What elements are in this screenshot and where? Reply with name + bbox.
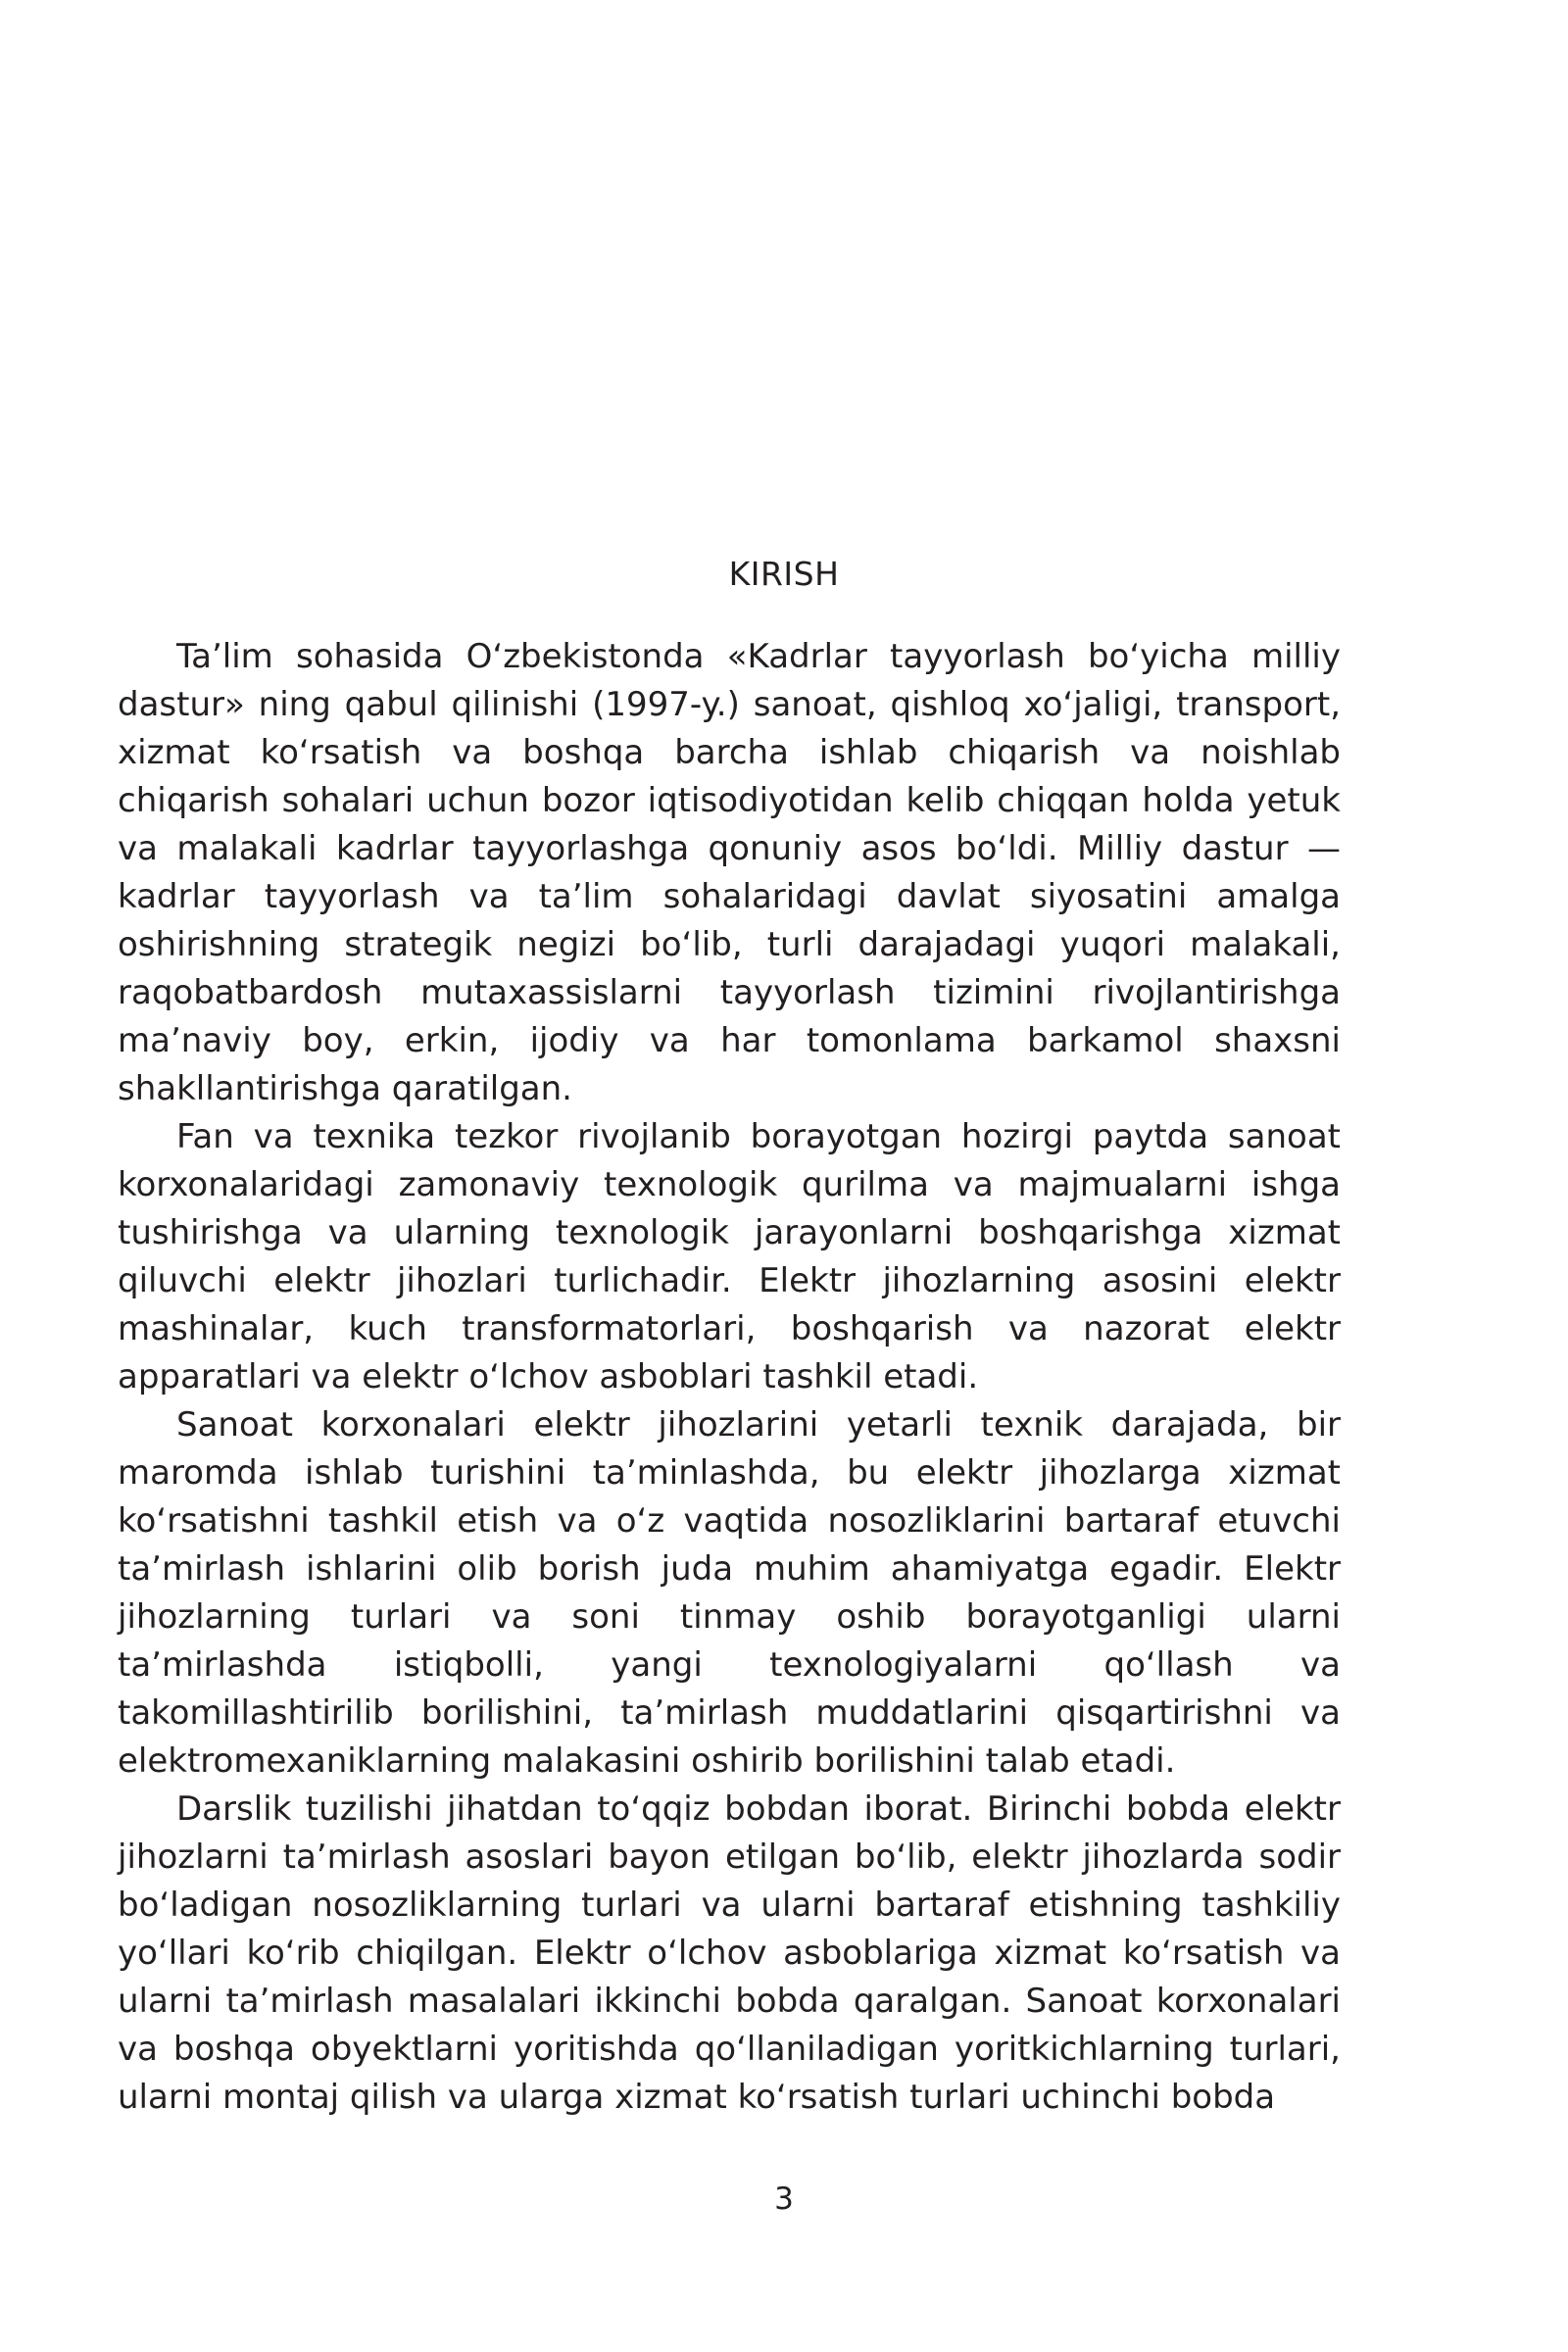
paragraph-2: Fan va texnika tezkor rivojlanib borayotgan hozirgi paytda sanoat korxonalaridagi zamonaviy texnologik qurilma va majmualarni ishga tushirishga va ularning texnologik jarayonlarni boshqarishga xizmat qiluvchi elektr jihozlari turlichadir. Elektr jihozlarning asosini elektr mashinalar, kuch transformatorlari, boshqarish va nazorat elektr apparatlari va elektr o‘lchov asboblari tashkil etadi. bbox=[118, 1117, 1341, 1396]
section-heading: KIRISH bbox=[728, 555, 840, 593]
paragraph-4: Darslik tuzilishi jihatdan to‘qqiz bobdan iborat. Birinchi bobda elektr jihozlarni ta’mirlash asoslari bayon etilgan bo‘lib, elektr jihozlarda sodir bo‘ladigan nosozliklarning turlari va ularni bartaraf etishning tashkiliy yo‘llari ko‘rib chiqilgan. Elektr o‘lchov asboblariga xizmat ko‘rsatish va ularni ta’mirlash masalalari ikkinchi bobda qaralgan. Sanoat korxonalari va boshqa obyektlarni yoritishda qo‘llaniladigan yoritkichlarning turlari, ularni montaj qilish va ularga xizmat ko‘rsatish turlari uchinchi bobda bbox=[118, 1789, 1341, 2117]
paragraph-1: Ta’lim sohasida O‘zbekistonda «Kadrlar tayyorlash bo‘yicha milliy dastur» ning qabul qilinishi (1997-y.) sanoat, qishloq xo‘jaligi, transport, xizmat ko‘rsatish va boshqa barcha ishlab chiqarish va noishlab chiqarish sohalari uchun bozor iqtisodiyotidan kelib chiqqan holda yetuk va malakali kadrlar tayyorlashga qonuniy asos bo‘ldi. Milliy dastur — kadrlar tayyorlash va ta’lim sohalaridagi davlat siyosatini amalga oshirishning strategik negizi bo‘lib, turli darajadagi yuqori malakali, raqobatbardosh mutaxassislarni tayyorlash tizimini rivojlantirishga ma’naviy boy, erkin, ijodiy va har tomonlama barkamol shaxsni shakllantirishga qaratilgan. bbox=[118, 637, 1341, 1108]
page-number: 3 bbox=[774, 2181, 794, 2217]
body-text bbox=[118, 633, 1341, 2122]
paragraph-3: Sanoat korxonalari elektr jihozlarini yetarli texnik darajada, bir maromda ishlab turishini ta’minlashda, bu elektr jihozlarga xizmat ko‘rsatishni tashkil etish va o‘z vaqtida nosozliklarini bartaraf etuvchi ta’mirlash ishlarini olib borish juda muhim ahamiyatga egadir. Elektr jihozlarning turlari va soni tinmay oshib borayotganligi ularni ta’mirlashda istiqbolli, yangi texnologiyalarni qo‘llash va takomillashtirilib borilishini, ta’mirlash muddatlarini qisqartirishni va elektromexaniklarning malakasini oshirib borilishini talab etadi. bbox=[118, 1405, 1341, 1781]
